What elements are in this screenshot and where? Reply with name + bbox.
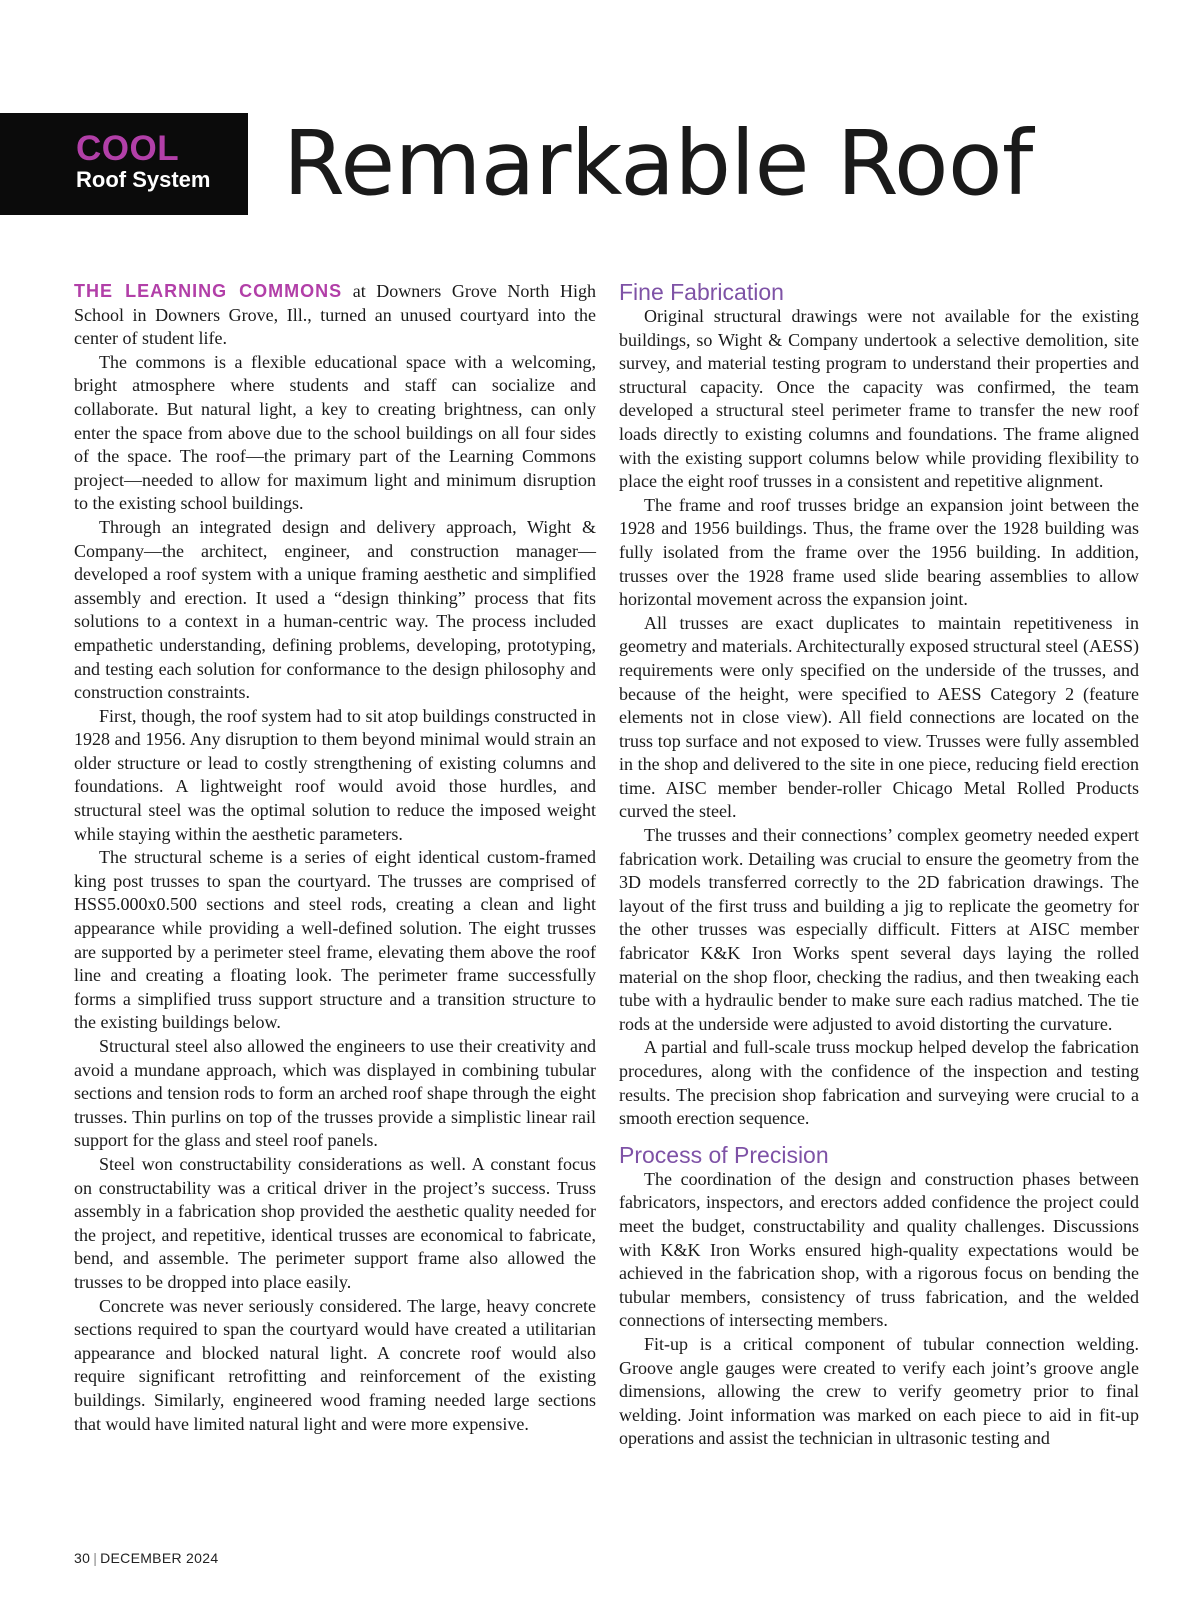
paragraph: First, though, the roof system had to sit atop buildings constructed in 1928 and 1956. Any disruption to them beyond minimal would strain an older structure or lead to costly strengthening of existing columns and foundations. A lightweight roof would avoid those hurdles, and structural steel was the optimal solution to reduce the imposed weight while staying within the aesthetic parameters. [74,705,596,844]
article-title: Remarkable Roof [283,111,1033,215]
issue-date: DECEMBER 2024 [100,1550,219,1566]
article-column-right [619,280,1139,1451]
section-tag [0,113,248,215]
lead-paragraph [74,280,596,351]
article-column-left [74,280,596,1436]
page-number: 30 [74,1550,91,1566]
paragraph: A partial and full-scale truss mockup helped develop the fabrication procedures, along with the confidence of the inspection and testing results. The precision shop fabrication and surveying were crucial to a smooth erection sequence. [619,1037,1139,1129]
paragraph: The coordination of the design and construction phases between fabricators, inspectors, and erectors added confidence the project could meet the budget, constructability and quality challenges. Discussions with K&K Iron Works ensured high-quality expectations would be achieved in the fabrication shop, with a rigorous focus on bending the tubular members, consistency of truss fabrication, and the welded connections of intersecting members. [619,1168,1139,1331]
paragraph: Fit-up is a critical component of tubular connection welding. Groove angle gauges were created to verify each joint’s groove angle dimensions, allowing the crew to verify geometry prior to final welding. Joint information was marked on each piece to aid in fit-up operations and assist the technician in ultrasonic testing and [619,1333,1139,1449]
page-footer [74,1550,218,1566]
section-tag-category: COOL [76,129,180,168]
footer-separator: | [93,1550,98,1566]
paragraph: All trusses are exact duplicates to maintain repetitiveness in geometry and materials. Architecturally exposed structural steel (AESS) requirements were only specified on the underside of the trusses, and because of the height, were specified to AESS Category 2 (feature elements not in close view). All field connections are located on the truss top surface and not exposed to view. Trusses were fully assembled in the shop and delivered to the site in one piece, reducing field erection time. AISC member bender-roller Chicago Metal Rolled Products curved the steel. [619,612,1139,822]
paragraph: Original structural drawings were not available for the existing buildings, so Wight & Company undertook a selective demolition, site survey, and material testing program to understand their properties and structural capacity. Once the capacity was confirmed, the team developed a structural steel perimeter frame to transfer the new roof loads directly to existing columns and foundations. The frame aligned with the existing support columns below while providing flexibility to place the eight roof trusses in a consistent and repetitive alignment. [619,306,1139,492]
lead-in: THE LEARNING COMMONS [74,281,343,301]
section-heading-fine-fabrication: Fine Fabrication [619,279,784,305]
paragraph: The trusses and their connections’ complex geometry needed expert fabrication work. Detailing was crucial to ensure the geometry from the 3D models transferred correctly to the 2D fabrication drawings. The layout of the first truss and building a jig to replicate the geometry for the other trusses was especially difficult. Fitters at AISC member fabricator K&K Iron Works spent several days laying the rolled material on the shop floor, checking the radius, and then tweaking each tube with a hydraulic bender to make sure each radius matched. The tie rods at the underside were adjusted to avoid distorting the curvature. [619,825,1139,1034]
paragraph: The structural scheme is a series of eight identical custom-framed king post trusses to span the courtyard. The trusses are comprised of HSS5.000x0.500 sections and steel rods, creating a clean and light appearance while providing a well-defined solution. The eight trusses are supported by a perimeter steel frame, elevating them above the roof line and creating a floating look. The perimeter frame successfully forms a simplified truss support structure and a transition structure to the existing buildings below. [74,847,596,1033]
paragraph: The commons is a flexible educational space with a welcoming, bright atmosphere where students and staff can socialize and collaborate. But natural light, a key to creating brightness, can only enter the space from above due to the school buildings on all four sides of the space. The roof—the primary part of the Learning Commons project—needed to allow for maximum light and minimum disruption to the existing school buildings. [74,351,596,514]
paragraph: Structural steel also allowed the engineers to use their creativity and avoid a mundane approach, which was displayed in combining tubular sections and tension rods to form an arched roof shape through the eight trusses. Thin purlins on top of the trusses provide a simplistic linear rail support for the glass and steel roof panels. [74,1036,596,1151]
paragraph-text: at Downers Grove North High School in Downers Grove, Ill., turned an unused courtyard into the center of student life. [74,281,596,349]
section-tag-subcategory: Roof System [76,167,211,192]
paragraph: Concrete was never seriously considered. The large, heavy concrete sections required to span the courtyard would have created a utilitarian appearance and blocked natural light. A concrete roof would also require significant retrofitting and reinforcement of the existing buildings. Similarly, engineered wood framing needed large sections that would have limited natural light and were more expensive. [74,1295,596,1434]
section-heading-process-of-precision: Process of Precision [619,1141,829,1168]
paragraph: Steel won constructability considerations as well. A constant focus on constructability was a critical driver in the project’s success. Truss assembly in a fabrication shop provided the aesthetic quality needed for the project, and repetitive, identical trusses are economical to fabricate, bend, and assemble. The perimeter support frame also allowed the trusses to be dropped into place easily. [74,1153,596,1292]
paragraph: Through an integrated design and delivery approach, Wight & Company—the architect, engineer, and construction manager—developed a roof system with a unique framing aesthetic and simplified assembly and erection. It used a “design thinking” process that fits solutions to a context in a human-centric way. The process included empathetic understanding, defining problems, developing, prototyping, and testing each solution for conformance to the design philosophy and construction constraints. [74,516,596,703]
paragraph: The frame and roof trusses bridge an expansion joint between the 1928 and 1956 buildings. Thus, the frame over the 1928 building was fully isolated from the frame over the 1956 building. In addition, trusses over the 1928 frame used slide bearing assemblies to allow horizontal movement across the expansion joint. [619,494,1139,610]
